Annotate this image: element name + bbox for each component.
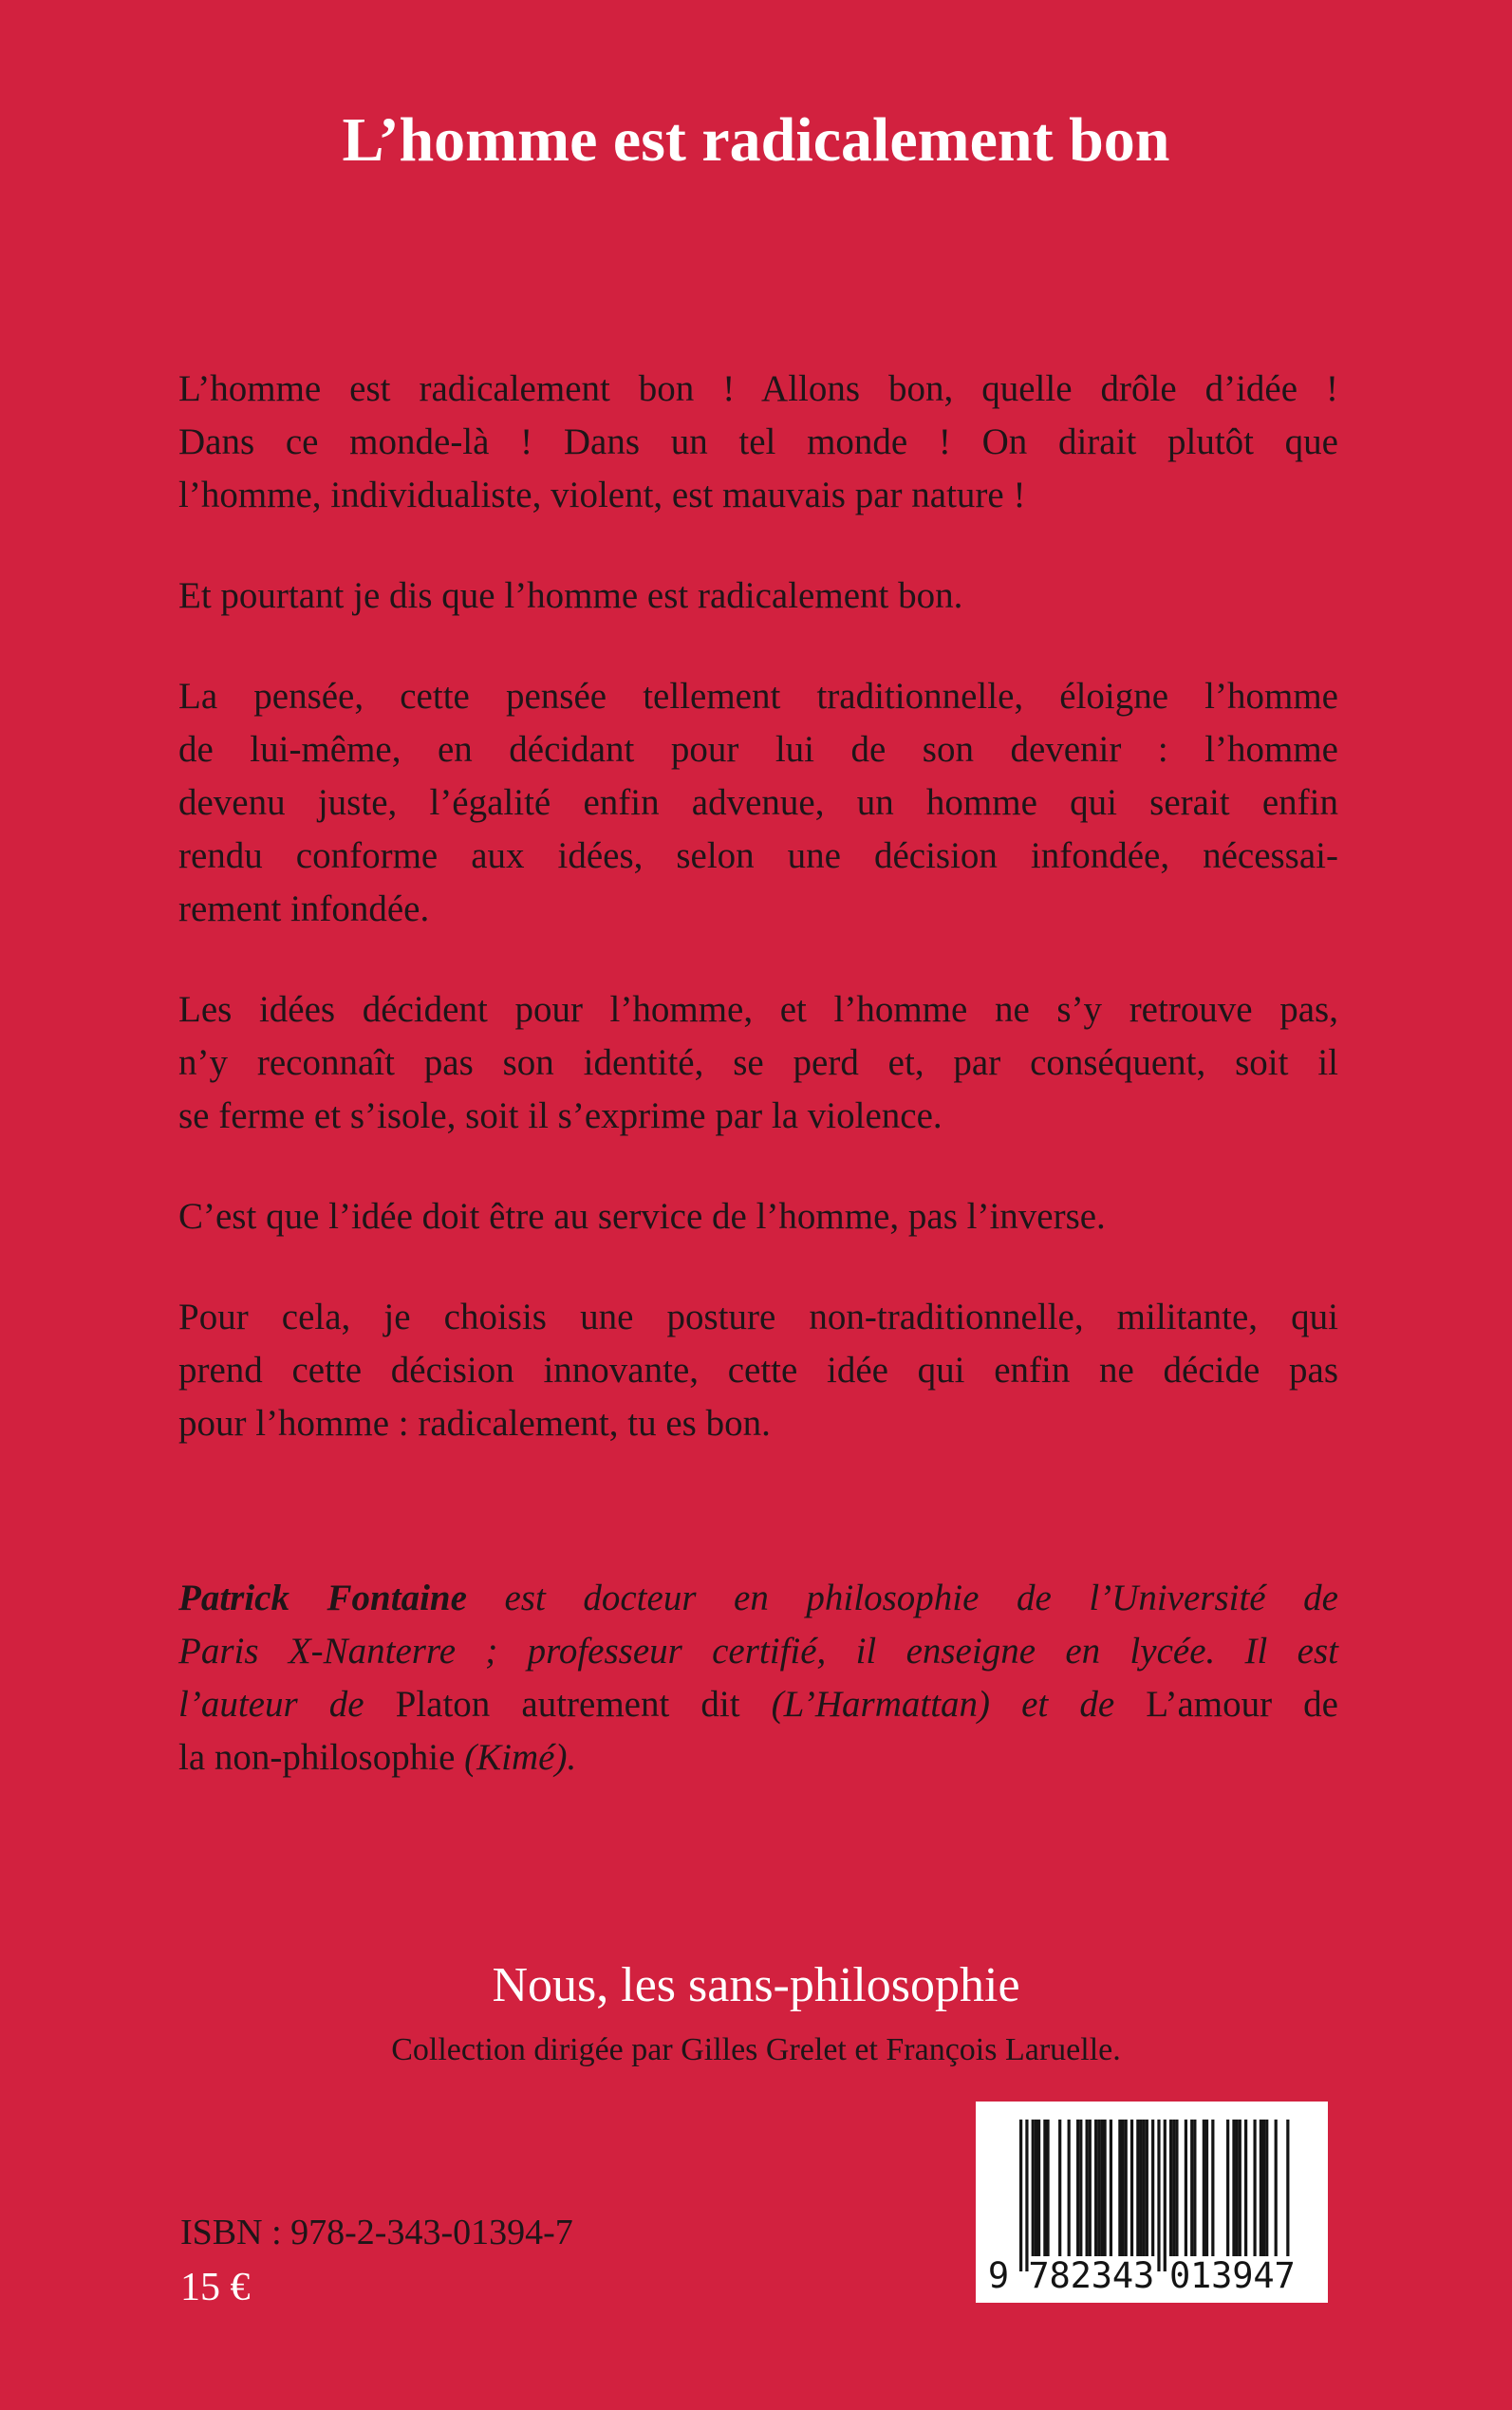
back-cover-blurb — [178, 363, 1338, 1450]
text-line: n’y reconnaît pas son identité, se perd et, par conséquent, soit il — [178, 1042, 1338, 1083]
text-line: Pour cela, je choisis une posture non-traditionnelle, militante, qui — [178, 1297, 1338, 1337]
bio-segment: (Kimé). — [455, 1737, 577, 1778]
bio-segment: la non-philosophie — [178, 1737, 456, 1778]
book-title: L’homme est radicalement bon — [342, 105, 1170, 175]
text-line: C’est que l’idée doit être au service de l’homme, pas l’inverse. — [178, 1196, 1106, 1237]
blurb-paragraph — [178, 670, 1338, 936]
svg-text:9: 9 — [987, 2255, 1010, 2296]
blurb-paragraph — [178, 363, 1338, 522]
price-label: 15 € — [180, 2266, 251, 2309]
bio-segment: Paris X-Nanterre ; professeur certifié, il enseigne en lycée. Il est — [178, 1631, 1338, 1672]
blurb-paragraph — [178, 570, 1338, 623]
text-line: Et pourtant je dis que l’homme est radicalement bon. — [178, 575, 963, 616]
isbn-label: ISBN : 978-2-343-01394-7 — [180, 2213, 573, 2252]
text-line: l’homme, individualiste, violent, est mauvais par nature ! — [178, 475, 1026, 515]
svg-text:8: 8 — [1049, 2255, 1071, 2296]
bio-line — [178, 1625, 1338, 1678]
svg-text:3: 3 — [1132, 2255, 1155, 2296]
svg-text:0: 0 — [1168, 2255, 1191, 2296]
text-line: devenu juste, l’égalité enfin advenue, un homme qui serait enfin — [178, 782, 1338, 823]
collection-subtitle: Collection dirigée par Gilles Grelet et François Laruelle. — [391, 2032, 1121, 2067]
svg-text:4: 4 — [1111, 2255, 1134, 2296]
bio-segment: est docteur en philosophie de l’Université de — [466, 1578, 1338, 1618]
blurb-paragraph — [178, 983, 1338, 1143]
text-line: Dans ce monde-là ! Dans un tel monde ! On dirait plutôt que — [178, 421, 1338, 462]
bio-segment: Patrick Fontaine — [178, 1578, 467, 1618]
blurb-paragraph — [178, 1291, 1338, 1450]
text-line: La pensée, cette pensée tellement traditionnelle, éloigne l’homme — [178, 676, 1338, 717]
bio-segment: l’auteur de — [178, 1684, 396, 1725]
text-line: se ferme et s’isole, soit il s’exprime par la violence. — [178, 1095, 943, 1136]
svg-text:9: 9 — [1232, 2255, 1254, 2296]
svg-text:3: 3 — [1211, 2255, 1233, 2296]
text-line: rement infondée. — [178, 888, 430, 929]
svg-text:3: 3 — [1091, 2255, 1113, 2296]
svg-text:7: 7 — [1028, 2255, 1050, 2296]
svg-text:2: 2 — [1070, 2255, 1092, 2296]
svg-text:7: 7 — [1274, 2255, 1296, 2296]
barcode-bars — [976, 2102, 1328, 2303]
bio-segment: L’amour de — [1146, 1684, 1338, 1725]
text-line: Les idées décident pour l’homme, et l’homme ne s’y retrouve pas, — [178, 989, 1338, 1030]
blurb-paragraph — [178, 1190, 1338, 1243]
bio-segment: (L’Harmattan) et de — [739, 1684, 1147, 1725]
author-bio — [178, 1572, 1338, 1784]
text-line: rendu conforme aux idées, selon une décision infondée, nécessai- — [178, 835, 1338, 876]
bio-line — [178, 1731, 1338, 1784]
collection-block — [0, 1957, 1512, 2068]
collection-title: Nous, les sans-philosophie — [492, 1958, 1020, 2012]
text-line: L’homme est radicalement bon ! Allons bon, quelle drôle d’idée ! — [178, 368, 1338, 409]
text-line: pour l’homme : radicalement, tu es bon. — [178, 1403, 771, 1444]
bio-line — [178, 1572, 1338, 1625]
ean13-barcode — [976, 2102, 1328, 2303]
svg-text:1: 1 — [1190, 2255, 1212, 2296]
text-line: de lui-même, en décidant pour lui de son devenir : l’homme — [178, 729, 1338, 770]
bio-segment: Platon autrement dit — [395, 1684, 740, 1725]
text-line: prend cette décision innovante, cette idée qui enfin ne décide pas — [178, 1350, 1338, 1391]
svg-text:4: 4 — [1253, 2255, 1275, 2296]
bio-line — [178, 1678, 1338, 1731]
